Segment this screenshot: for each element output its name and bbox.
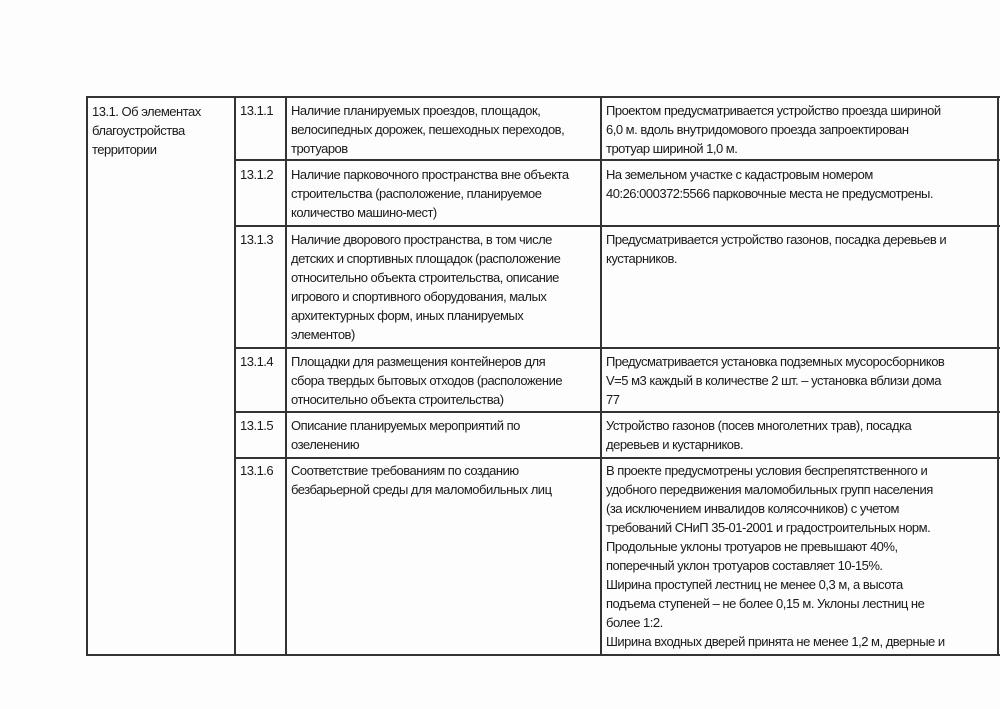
text-line: озеленению	[291, 437, 360, 452]
text-line: Устройство газонов (посев многолетних трав), посадка	[606, 418, 912, 433]
text-line: Наличие дворового пространства, в том числе	[291, 232, 552, 247]
item-number: 13.1.6	[240, 463, 274, 478]
item-number: 13.1.5	[240, 418, 274, 433]
item-description	[291, 230, 598, 344]
text-line: требований СНиП 35-01-2001 и градостроительных норм.	[606, 520, 931, 535]
table-border-bottom	[86, 654, 1000, 656]
table-border-left	[86, 96, 88, 656]
item-value	[606, 416, 994, 454]
item-description	[291, 352, 598, 409]
text-line: относительно объекта строительства)	[291, 392, 504, 407]
item-number: 13.1.1	[240, 103, 274, 118]
text-line: Описание планируемых мероприятий по	[291, 418, 520, 433]
text-line: кустарников.	[606, 251, 677, 266]
row-divider	[234, 411, 1000, 413]
item-value	[606, 101, 994, 158]
section-title	[92, 102, 236, 159]
row-divider	[234, 347, 1000, 349]
column-divider	[234, 96, 236, 656]
item-value	[606, 352, 994, 409]
row-divider	[234, 159, 1000, 161]
text-line: поперечный уклон тротуаров составляет 10-15%.	[606, 558, 883, 573]
text-line: деревьев и кустарников.	[606, 437, 744, 452]
item-number: 13.1.2	[240, 167, 274, 182]
text-line: детских и спортивных площадок (расположение	[291, 251, 561, 266]
text-line: 40:26:000372:5566 парковочные места не предусмотрены.	[606, 186, 933, 201]
item-description	[291, 416, 598, 454]
text-line: На земельном участке с кадастровым номером	[606, 167, 873, 182]
text-line: 6,0 м. вдоль внутридомового проезда запроектирован	[606, 122, 909, 137]
text-line: безбарьерной среды для маломобильных лиц	[291, 482, 552, 497]
text-line: удобного передвижения маломобильных групп населения	[606, 482, 933, 497]
table-border-right	[997, 96, 999, 656]
text-line: велосипедных дорожек, пешеходных переходов,	[291, 122, 565, 137]
text-line: относительно объекта строительства, описание	[291, 270, 559, 285]
text-line: Площадки для размещения контейнеров для	[291, 354, 546, 369]
text-line: Продольные уклоны тротуаров не превышают 40%,	[606, 539, 898, 554]
item-description	[291, 461, 598, 499]
text-line: количество машино-мест)	[291, 205, 437, 220]
text-line: Наличие планируемых проездов, площадок,	[291, 103, 541, 118]
item-value	[606, 461, 994, 651]
row-divider	[234, 457, 1000, 459]
column-divider	[285, 96, 287, 656]
text-line: подъема ступеней – не более 0,15 м. Уклоны лестниц не	[606, 596, 925, 611]
text-line: элементов)	[291, 327, 355, 342]
text-line: Ширина проступей лестниц не менее 0,3 м, а высота	[606, 577, 903, 592]
text-line: V=5 м3 каждый в количестве 2 шт. – установка вблизи дома	[606, 373, 941, 388]
text-line: тротуаров	[291, 141, 348, 156]
text-line: архитектурных форм, иных планируемых	[291, 308, 524, 323]
text-line: более 1:2.	[606, 615, 663, 630]
item-number: 13.1.4	[240, 354, 274, 369]
text-line: Соответствие требованиям по созданию	[291, 463, 519, 478]
text-line: благоустройства	[92, 123, 185, 138]
text-line: строительства (расположение, планируемое	[291, 186, 542, 201]
item-value	[606, 165, 994, 203]
item-value	[606, 230, 994, 268]
text-line: тротуар шириной 1,0 м.	[606, 141, 738, 156]
text-line: 77	[606, 392, 620, 407]
text-line: (за исключением инвалидов колясочников) с учетом	[606, 501, 899, 516]
item-description	[291, 165, 598, 222]
text-line: 13.1. Об элементах	[92, 104, 201, 119]
text-line: Предусматривается устройство газонов, посадка деревьев и	[606, 232, 947, 247]
text-line: игрового и спортивного оборудования, малых	[291, 289, 547, 304]
text-line: сбора твердых бытовых отходов (расположение	[291, 373, 563, 388]
text-line: Наличие парковочного пространства вне объекта	[291, 167, 569, 182]
text-line: Ширина входных дверей принята не менее 1,2 м, дверные и	[606, 634, 945, 649]
text-line: Предусматривается установка подземных мусоросборников	[606, 354, 945, 369]
text-line: территории	[92, 142, 157, 157]
item-number: 13.1.3	[240, 232, 274, 247]
column-divider	[600, 96, 602, 656]
item-description	[291, 101, 598, 158]
text-line: В проекте предусмотрены условия беспрепятственного и	[606, 463, 928, 478]
table-border-top	[86, 96, 1000, 98]
text-line: Проектом предусматривается устройство проезда шириной	[606, 103, 941, 118]
row-divider	[234, 225, 1000, 227]
